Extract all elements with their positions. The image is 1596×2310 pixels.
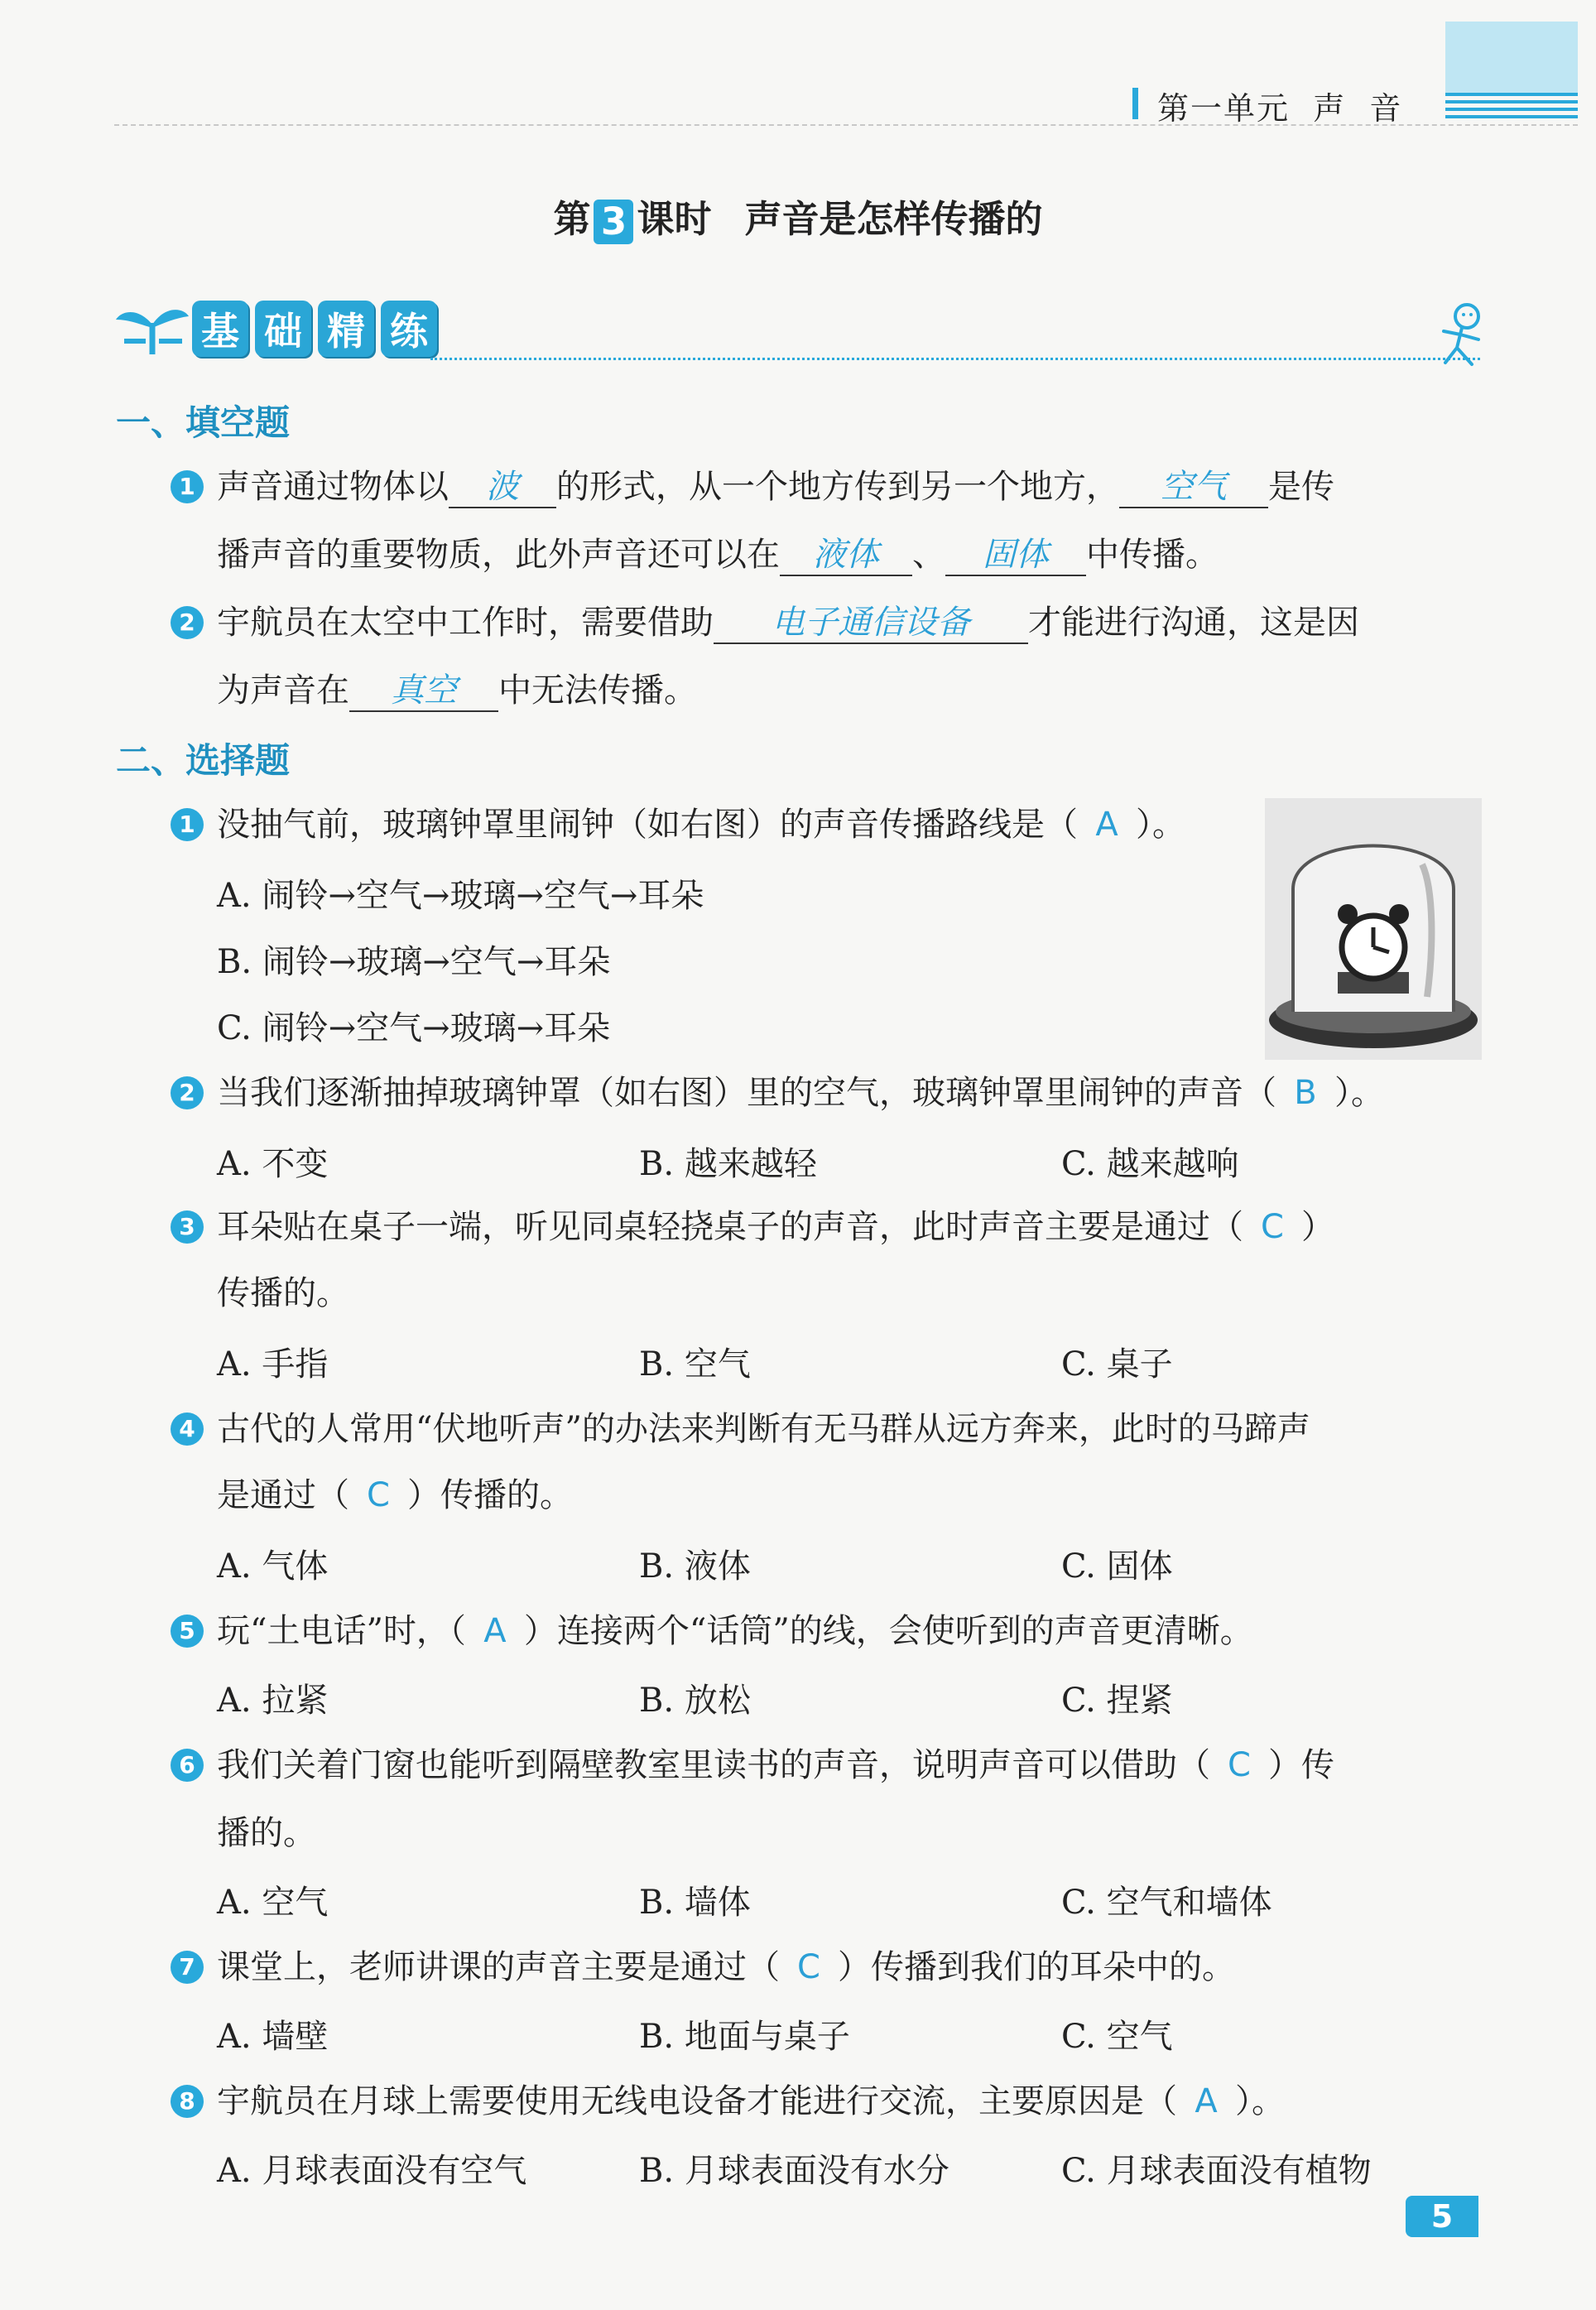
option-b: B. 越来越轻 xyxy=(639,1145,817,1183)
question-number: 3 xyxy=(171,1210,204,1244)
title-prefix: 第 xyxy=(553,197,591,241)
answer-choice: A xyxy=(1195,2082,1218,2120)
question-text: 、 xyxy=(912,536,945,574)
title-mid: 课时 xyxy=(637,197,712,241)
option-a: A. 空气 xyxy=(217,1884,329,1922)
question-line xyxy=(217,801,1185,848)
question-line xyxy=(217,2078,1285,2125)
question-text: ） xyxy=(1301,1208,1334,1246)
question-text: ）。 xyxy=(1235,2082,1285,2120)
option-a: A. 拉紧 xyxy=(217,1682,329,1720)
answer-blank: 固体 xyxy=(945,535,1086,576)
question-text: 当我们逐渐抽掉玻璃钟罩（如右图）里的空气，玻璃钟罩里闹钟的声音（ xyxy=(217,1074,1276,1112)
option-b: B. 闹铃→玻璃→空气→耳朵 xyxy=(217,943,611,981)
question-line xyxy=(217,1944,1235,1990)
option-b: B. 墙体 xyxy=(639,1884,751,1922)
header-unit-title xyxy=(1157,83,1402,128)
question-line xyxy=(217,532,1219,578)
question-number: 8 xyxy=(171,2085,204,2118)
question-line: 古代的人常用“伏地听声”的办法来判断有无马群从远方奔来，此时的马蹄声 xyxy=(217,1410,1310,1448)
running-kid-icon xyxy=(1424,298,1498,373)
question-text: 是通过（ xyxy=(217,1476,349,1514)
answer-blank: 真空 xyxy=(349,671,498,712)
option-c: C. 桌子 xyxy=(1061,1345,1173,1384)
question-text: 课堂上，老师讲课的声音主要是通过（ xyxy=(217,1948,780,1986)
sprout-icon xyxy=(113,300,192,358)
unit-label: 第一单元 xyxy=(1157,90,1291,127)
lesson-title xyxy=(0,189,1596,244)
question-text: 是传 xyxy=(1268,468,1334,506)
bell-jar-alarm-clock-image xyxy=(1265,798,1482,1060)
question-number: 5 xyxy=(171,1615,204,1648)
question-text: ）传 xyxy=(1268,1746,1334,1784)
question-number: 1 xyxy=(171,808,204,841)
question-text: ）连接两个“话筒”的线，会使听到的声音更清晰。 xyxy=(523,1612,1253,1650)
question-number: 4 xyxy=(171,1412,204,1446)
header-divider xyxy=(114,124,1578,126)
answer-choice: A xyxy=(1095,806,1118,844)
answer-choice: A xyxy=(483,1612,507,1650)
question-text: ）。 xyxy=(1334,1074,1384,1112)
option-c: C. 空气和墙体 xyxy=(1061,1884,1272,1922)
page-number: 5 xyxy=(1406,2196,1478,2237)
option-c: C. 越来越响 xyxy=(1061,1145,1239,1183)
question-text: 才能进行沟通，这是因 xyxy=(1028,604,1359,642)
question-line xyxy=(217,464,1334,510)
question-text: 没抽气前，玻璃钟罩里闹钟（如右图）的声音传播路线是（ xyxy=(217,806,1078,844)
question-line xyxy=(217,1608,1253,1654)
question-number: 1 xyxy=(171,470,204,503)
question-text: 宇航员在月球上需要使用无线电设备才能进行交流，主要原因是（ xyxy=(217,2082,1177,2120)
answer-choice: B xyxy=(1294,1074,1317,1112)
answer-blank: 液体 xyxy=(780,535,912,576)
question-text: 中传播。 xyxy=(1086,536,1219,574)
option-c: C. 闹铃→空气→玻璃→耳朵 xyxy=(217,1009,611,1047)
option-c: C. 捏紧 xyxy=(1061,1682,1173,1720)
answer-choice: C xyxy=(1261,1208,1284,1246)
section-heading-fill-blank: 一、填空题 xyxy=(116,402,291,443)
option-a: A. 气体 xyxy=(217,1547,329,1586)
question-line: 播的。 xyxy=(217,1814,316,1852)
question-text: 的形式，从一个地方传到另一个地方， xyxy=(556,468,1119,506)
banner-divider xyxy=(430,358,1480,360)
question-line xyxy=(217,599,1359,646)
question-line xyxy=(217,1070,1384,1116)
answer-blank: 电子通信设备 xyxy=(714,603,1028,644)
answer-choice: C xyxy=(797,1948,820,1986)
unit-topic: 声 音 xyxy=(1313,90,1403,127)
question-text: 为声音在 xyxy=(217,671,349,710)
answer-choice: C xyxy=(1228,1746,1251,1784)
banner-char: 础 xyxy=(255,301,311,357)
header-stripes xyxy=(1445,93,1578,121)
question-line: 传播的。 xyxy=(217,1274,349,1312)
question-text: ）传播到我们的耳朵中的。 xyxy=(838,1948,1235,1986)
question-text: 玩“土电话”时，（ xyxy=(217,1612,466,1650)
question-text: ）。 xyxy=(1136,806,1185,844)
header-bar xyxy=(1132,88,1138,119)
option-c: C. 月球表面没有植物 xyxy=(1061,2152,1372,2190)
question-text: 耳朵贴在桌子一端，听见同桌轻挠桌子的声音，此时声音主要是通过（ xyxy=(217,1208,1243,1246)
question-line xyxy=(217,1204,1334,1250)
question-text: 宇航员在太空中工作时，需要借助 xyxy=(217,604,714,642)
option-b: B. 空气 xyxy=(639,1345,751,1384)
title-text: 声音是怎样传播的 xyxy=(744,197,1043,241)
question-number: 2 xyxy=(171,606,204,639)
answer-blank: 空气 xyxy=(1119,467,1268,508)
banner-char: 练 xyxy=(381,301,437,357)
answer-blank: 波 xyxy=(449,467,556,508)
option-b: B. 地面与桌子 xyxy=(639,2018,850,2056)
question-number: 7 xyxy=(171,1951,204,1984)
question-text: 中无法传播。 xyxy=(498,671,697,710)
option-a: A. 手指 xyxy=(217,1345,329,1384)
option-a: A. 墙壁 xyxy=(217,2018,329,2056)
lesson-number-badge: 3 xyxy=(594,200,633,244)
question-line xyxy=(217,1742,1334,1788)
question-text: ）传播的。 xyxy=(407,1476,573,1514)
answer-choice: C xyxy=(367,1476,390,1514)
section-banner xyxy=(113,300,444,358)
option-a: A. 不变 xyxy=(217,1145,329,1183)
header-corner-block xyxy=(1445,22,1578,94)
option-c: C. 固体 xyxy=(1061,1547,1173,1586)
question-line xyxy=(217,1472,573,1518)
option-b: B. 液体 xyxy=(639,1547,751,1586)
section-heading-multiple-choice: 二、选择题 xyxy=(116,740,291,781)
question-text: 播声音的重要物质，此外声音还可以在 xyxy=(217,536,780,574)
option-b: B. 放松 xyxy=(639,1682,751,1720)
option-c: C. 空气 xyxy=(1061,2018,1173,2056)
question-number: 2 xyxy=(171,1076,204,1109)
option-a: A. 闹铃→空气→玻璃→空气→耳朵 xyxy=(217,877,704,915)
option-a: A. 月球表面没有空气 xyxy=(217,2152,527,2190)
question-text: 我们关着门窗也能听到隔壁教室里读书的声音，说明声音可以借助（ xyxy=(217,1746,1210,1784)
question-number: 6 xyxy=(171,1749,204,1782)
option-b: B. 月球表面没有水分 xyxy=(639,2152,949,2190)
question-text: 声音通过物体以 xyxy=(217,468,449,506)
question-line xyxy=(217,667,697,714)
banner-char: 基 xyxy=(192,301,248,357)
banner-char: 精 xyxy=(318,301,374,357)
